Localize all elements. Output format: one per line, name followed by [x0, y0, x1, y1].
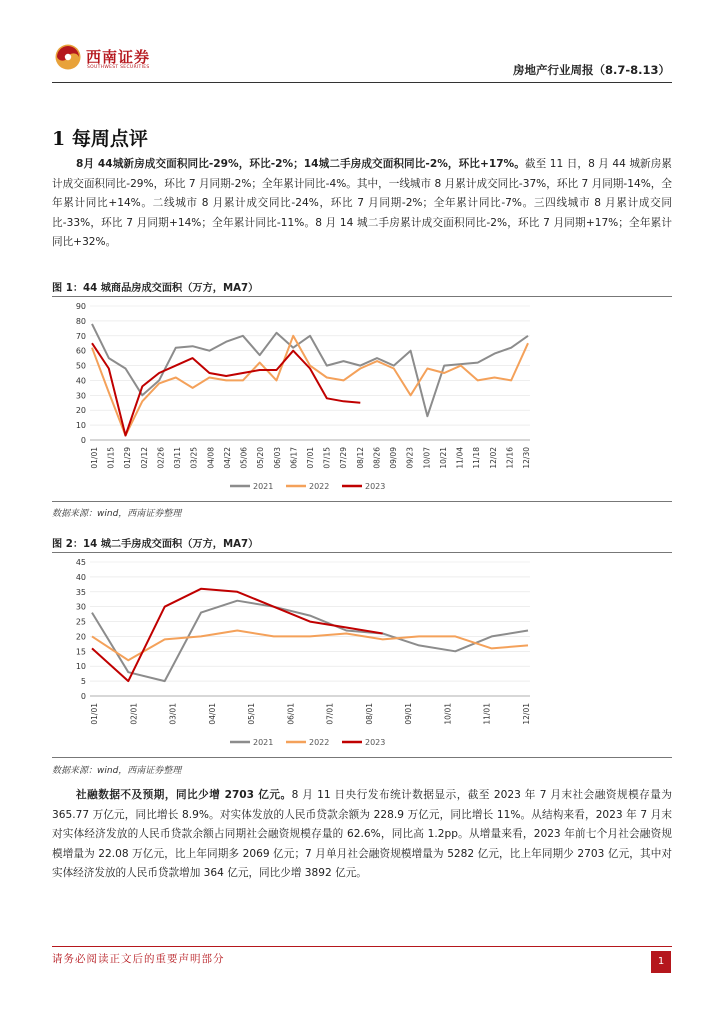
section-heading: 1 每周点评: [52, 128, 148, 150]
legend-label: 2021: [253, 738, 274, 747]
brand-name: 西南证券: [86, 48, 151, 66]
series-line-2022: [92, 631, 528, 661]
x-tick-label: 02/01: [129, 703, 139, 725]
page-number: 1: [651, 951, 671, 973]
legend-label: 2022: [309, 482, 330, 491]
y-tick-label: 40: [75, 572, 86, 582]
x-tick-label: 05/06: [239, 447, 249, 469]
y-tick-label: 20: [75, 406, 86, 416]
x-tick-label: 07/01: [325, 703, 335, 725]
x-tick-label: 04/01: [207, 703, 217, 725]
brand-name-en: SOUTHWEST SECURITIES: [87, 65, 150, 70]
brand-logo-icon: [55, 44, 81, 70]
page-header: [0, 0, 724, 84]
chart-new-home-sales: [60, 300, 540, 495]
x-tick-label: 11/18: [472, 447, 482, 469]
x-tick-label: 12/30: [522, 447, 531, 469]
y-tick-label: 15: [75, 647, 86, 657]
x-tick-label: 07/15: [322, 447, 332, 469]
x-tick-label: 08/01: [364, 703, 374, 725]
x-tick-label: 03/25: [189, 447, 199, 469]
x-tick-label: 11/01: [482, 703, 492, 725]
x-tick-label: 01/15: [106, 447, 116, 469]
y-tick-label: 30: [75, 602, 86, 612]
disclaimer-note: 请务必阅读正文后的重要声明部分: [52, 953, 225, 965]
social-financing-paragraph: [52, 786, 672, 884]
x-tick-label: 03/11: [173, 447, 183, 469]
figure1-bottom-rule: [52, 501, 672, 502]
y-tick-label: 90: [75, 302, 86, 311]
y-tick-label: 35: [75, 587, 86, 597]
paragraph-body: 截至 11 日，8 月 44 城新房累计成交面积同比-29%，环比 7 月同期-2%；全年累计同比-4%。其中，一线城市 8 月累计成交同比-37%，环比 7 月同期-14%，全年累计同比+14%。二线城市 8 月累计成交同比-24%，环比 7 月同期-2%；全年累计同比-7%。三四线城市 8 月累计成交同比-33%，环比 7 月同期+14%；全年累计同比-11%。8 月 14 城二手房累计成交面积同比-2%，环比 7 月同期+17%；全年累计同比+32%。: [52, 158, 672, 249]
legend-label: 2021: [253, 482, 274, 491]
x-tick-label: 02/26: [156, 447, 166, 469]
figure2-source: 数据来源：wind，西南证券整理: [52, 766, 182, 776]
weekly-review-paragraph: [52, 155, 672, 253]
x-tick-label: 08/12: [355, 447, 365, 469]
x-tick-label: 02/12: [139, 447, 149, 469]
y-tick-label: 10: [75, 662, 86, 672]
x-tick-label: 05/20: [256, 447, 266, 469]
chart-second-hand-sales: [60, 556, 540, 751]
x-tick-label: 12/01: [522, 703, 531, 725]
x-tick-label: 06/01: [286, 703, 296, 725]
legend-label: 2023: [365, 482, 386, 491]
x-tick-label: 10/21: [438, 447, 448, 469]
figure2-bottom-rule: [52, 757, 672, 758]
x-tick-label: 01/29: [123, 447, 133, 469]
figure1-source: 数据来源：wind，西南证券整理: [52, 509, 182, 519]
figure1-caption: 图 1：44 城商品房成交面积（万方，MA7）: [52, 283, 259, 294]
x-tick-label: 10/07: [422, 447, 432, 469]
footer-divider: [52, 946, 672, 947]
y-tick-label: 10: [75, 421, 86, 431]
y-tick-label: 80: [75, 316, 86, 326]
series-line-2021: [92, 601, 528, 681]
paragraph-body: 8 月 11 日央行发布统计数据显示，截至 2023 年 7 月末社会融资规模存量为 365.77 万亿元，同比增长 8.9%。对实体发放的人民币贷款余额为 228.9 万亿元，同比增长 11%。从结构来看，2023 年 7 月末对实体经济发放的人民币贷款余额占同期社会融资规模存量的 62.6%，同比高 1.2pp。从增量来看，2023 年前七个月社会融资规模增量为 22.08 万亿元，比上年同期多 2069 亿元；7 月单月社会融资规模增量为 5282 亿元，比上年同期少 2703 亿元，其中对实体经济发放的人民币贷款增加 364 亿元，同比少增 3892 亿元。: [52, 789, 672, 880]
x-tick-label: 09/23: [405, 447, 415, 469]
legend-label: 2023: [365, 738, 386, 747]
y-tick-label: 25: [75, 617, 86, 627]
y-tick-label: 60: [75, 346, 86, 356]
y-tick-label: 0: [80, 436, 86, 445]
figure2-top-rule: [52, 552, 672, 553]
y-tick-label: 45: [75, 558, 86, 567]
report-title: 房地产行业周报（8.7-8.13）: [512, 63, 670, 77]
x-tick-label: 03/01: [168, 703, 178, 725]
y-tick-label: 30: [75, 391, 86, 401]
x-tick-label: 06/17: [289, 447, 299, 469]
x-tick-label: 07/29: [339, 447, 349, 469]
x-tick-label: 09/01: [404, 703, 414, 725]
legend-label: 2022: [309, 738, 330, 747]
x-tick-label: 11/04: [455, 447, 465, 469]
x-tick-label: 04/22: [222, 447, 232, 469]
y-tick-label: 40: [75, 376, 86, 386]
x-tick-label: 06/03: [272, 447, 282, 469]
y-tick-label: 50: [75, 361, 86, 371]
x-tick-label: 08/26: [372, 447, 382, 469]
x-tick-label: 07/01: [306, 447, 315, 469]
y-tick-label: 0: [80, 692, 86, 701]
y-tick-label: 70: [75, 331, 86, 341]
x-tick-label: 10/01: [443, 703, 453, 725]
paragraph-lead: 8月 44城新房成交面积同比-29%，环比-2%；14城二手房成交面积同比-2%，环比+17%。: [76, 158, 525, 170]
x-tick-label: 04/08: [206, 447, 216, 469]
x-tick-label: 05/01: [247, 703, 257, 725]
x-tick-label: 01/01: [90, 703, 99, 725]
x-tick-label: 09/09: [389, 447, 399, 469]
y-tick-label: 20: [75, 632, 86, 642]
x-tick-label: 01/01: [90, 447, 99, 469]
paragraph-lead: 社融数据不及预期，同比少增 2703 亿元。: [76, 789, 292, 801]
y-tick-label: 5: [80, 677, 86, 687]
header-divider: [52, 82, 672, 83]
x-tick-label: 12/16: [505, 447, 515, 469]
figure1-top-rule: [52, 296, 672, 297]
figure2-caption: 图 2：14 城二手房成交面积（万方，MA7）: [52, 539, 259, 550]
x-tick-label: 12/02: [488, 447, 498, 469]
